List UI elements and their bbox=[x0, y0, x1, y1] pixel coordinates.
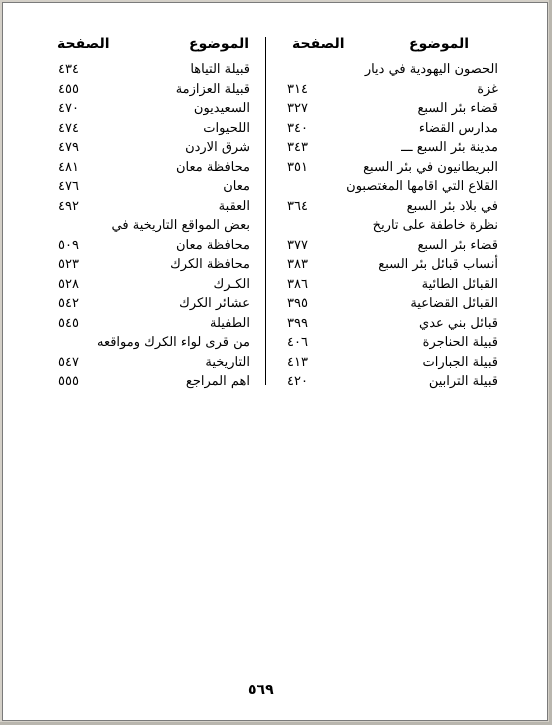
left-entry-topic: الكـرك bbox=[213, 276, 250, 292]
left-entry-topic: محافظة معان bbox=[175, 237, 250, 253]
left-entry-page: ٤٧٤ bbox=[58, 120, 79, 136]
left-entry-page: ٤٧٠ bbox=[58, 101, 79, 116]
right-entry-topic: قبيلة الجبارات bbox=[422, 354, 498, 370]
right-entry-topic: قضاء بئر السبع bbox=[417, 237, 498, 253]
right-entry-topic: القلاع التي اقامها المغتصبون bbox=[346, 179, 498, 194]
right-entry-page: ٤١٣ bbox=[287, 354, 308, 370]
right-entry-topic: غزة bbox=[477, 81, 498, 97]
left-entry-page: ٥٤٢ bbox=[58, 296, 79, 311]
left-entry-topic: السعيديون bbox=[193, 101, 250, 116]
right-entry-topic: قبيلة الحناجرة bbox=[422, 335, 498, 350]
right-entry-topic: أنساب قبائل بئر السبع bbox=[378, 257, 498, 272]
right-entry-page: ٤٠٦ bbox=[287, 335, 308, 350]
left-topic-header: الموضوع bbox=[189, 36, 250, 52]
left-entry-topic: قبيلة العزازمة bbox=[175, 81, 250, 97]
left-entry-page: ٥٥٥ bbox=[58, 374, 79, 389]
left-entry-topic: محافظة الكرك bbox=[170, 257, 250, 272]
left-entry-page: ٤٩٢ bbox=[58, 198, 79, 214]
left-entry-page: ٤٣٤ bbox=[58, 62, 79, 77]
left-entry-topic: قبيلة التياها bbox=[190, 62, 250, 77]
right-topic-header: الموضوع bbox=[409, 36, 470, 52]
left-entry-page: ٥٢٨ bbox=[58, 276, 79, 292]
left-entry-topic: التاريخية bbox=[205, 354, 250, 370]
left-entry-page: ٤٧٦ bbox=[58, 179, 79, 194]
right-entry-topic: قبائل بني عدي bbox=[419, 315, 498, 331]
right-entry-topic: في بلاد بئر السبع bbox=[406, 198, 498, 214]
right-entry-topic: مدينة بئر السبع ـــ bbox=[401, 140, 498, 155]
right-entry-topic: القبائل الطائية bbox=[421, 276, 498, 292]
left-entry-page: ٤٨١ bbox=[58, 159, 79, 175]
right-entry-page: ٣٥١ bbox=[287, 159, 308, 175]
right-entry-page: ٣٩٥ bbox=[287, 296, 308, 311]
left-entry-page: ٥٤٧ bbox=[58, 354, 79, 370]
right-entry-topic: نظرة خاطفة على تاريخ bbox=[372, 218, 498, 233]
right-page-header: الصفحة bbox=[292, 36, 345, 52]
left-entry-page: ٤٧٩ bbox=[58, 140, 79, 155]
left-entry-topic: شرق الاردن bbox=[185, 140, 250, 155]
right-entry-topic: الحصون اليهودية في ديار bbox=[364, 62, 498, 77]
right-entry-page: ٤٢٠ bbox=[287, 374, 308, 389]
left-entry-page: ٥٤٥ bbox=[58, 315, 79, 331]
right-entry-page: ٣٩٩ bbox=[287, 315, 308, 331]
right-entry-page: ٣٤٠ bbox=[287, 120, 308, 136]
right-entry-page: ٣٨٣ bbox=[287, 257, 308, 272]
right-entry-page: ٣٧٧ bbox=[287, 237, 308, 253]
left-entry-topic: عشائر الكرك bbox=[179, 296, 250, 311]
right-entry-topic: القبائل القضاعية bbox=[410, 296, 498, 311]
left-page-header: الصفحة bbox=[57, 36, 110, 52]
left-entry-topic: اللحيوات bbox=[203, 120, 250, 136]
right-entry-page: ٣٨٦ bbox=[287, 276, 308, 292]
left-entry-topic: من قرى لواء الكرك ومواقعه bbox=[96, 335, 250, 350]
right-entry-page: ٣٦٤ bbox=[287, 198, 308, 214]
left-entry-page: ٥٢٣ bbox=[58, 257, 79, 272]
right-entry-topic: مدارس القضاء bbox=[418, 120, 498, 136]
left-entry-topic: معان bbox=[223, 179, 250, 194]
left-entry-topic: العقبة bbox=[218, 198, 250, 214]
column-divider bbox=[265, 37, 266, 385]
left-entry-topic: اهم المراجع bbox=[185, 374, 250, 389]
left-entry-page: ٤٥٥ bbox=[58, 81, 79, 97]
right-entry-topic: قبيلة الترابين bbox=[428, 374, 498, 389]
left-entry-topic: محافظة معان bbox=[175, 159, 250, 175]
right-entry-topic: البريطانيون في بئر السبع bbox=[363, 159, 498, 175]
right-entry-page: ٣١٤ bbox=[287, 81, 308, 97]
left-entry-topic: بعض المواقع التاريخية في bbox=[111, 218, 250, 233]
page-number-footer: ٥٦٩ bbox=[248, 682, 274, 698]
left-entry-topic: الطفيلة bbox=[209, 315, 250, 331]
right-entry-page: ٣٤٣ bbox=[287, 140, 308, 155]
left-entry-page: ٥٠٩ bbox=[58, 237, 79, 253]
right-entry-topic: قضاء بئر السبع bbox=[417, 101, 498, 116]
right-entry-page: ٣٢٧ bbox=[287, 101, 308, 116]
